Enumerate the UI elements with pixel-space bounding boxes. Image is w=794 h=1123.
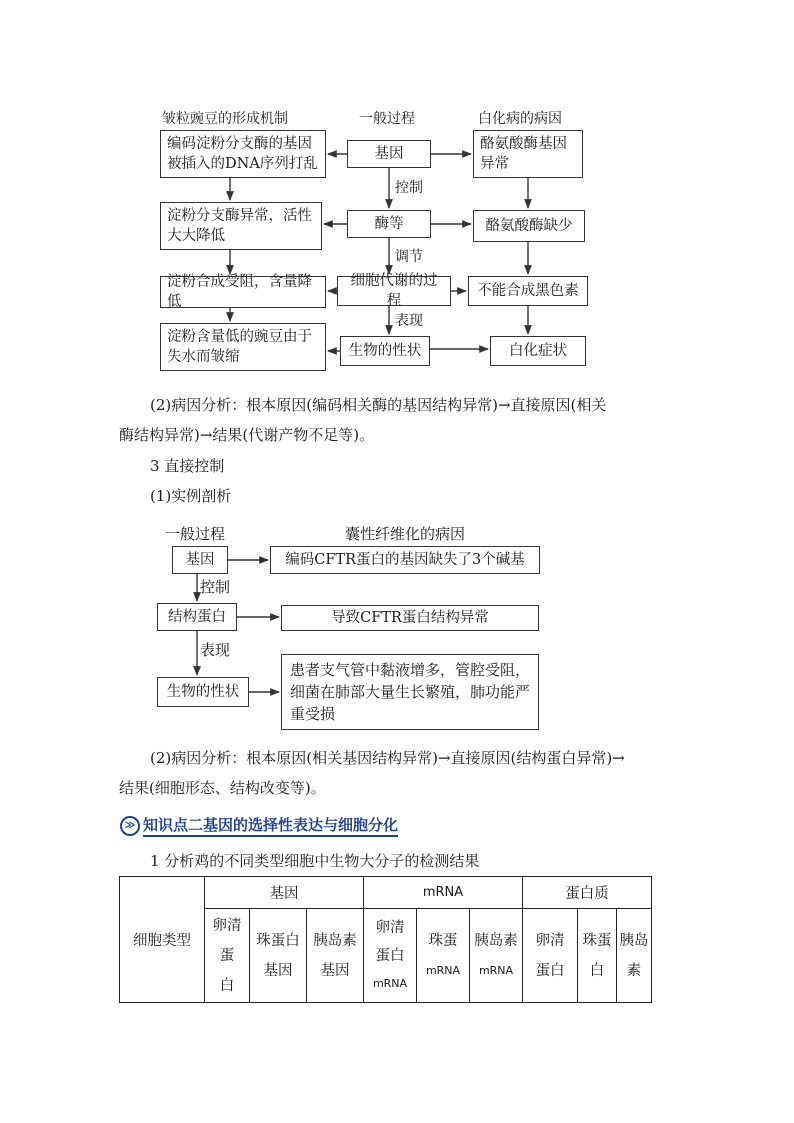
d1-mid-box-gene: 基因 — [347, 140, 431, 168]
diagram2-header-left: 一般过程 — [165, 525, 226, 543]
section3-title: 3 直接控制 — [150, 457, 225, 475]
group-header-gene: 基因 — [205, 877, 364, 909]
d2-label-control: 控制 — [200, 578, 231, 596]
d1-label-control: 控制 — [395, 180, 423, 196]
d1-right-box-3: 不能合成黑色素 — [468, 276, 588, 306]
diagram1-header-mid: 一般过程 — [359, 111, 415, 127]
gene-col-globin: 珠蛋白 基因 — [250, 909, 307, 1003]
d1-left-box-4: 淀粉含量低的豌豆由于失水而皱缩 — [160, 323, 326, 371]
d1-right-box-4: 白化症状 — [490, 336, 586, 366]
para2-line2: 结果(细胞形态、结构改变等)。 — [119, 779, 326, 797]
d1-mid-box-trait: 生物的性状 — [340, 336, 430, 366]
d2-label-express: 表现 — [200, 641, 231, 659]
mrna-col-ovalbumin: 卵清 蛋白 mRNA — [364, 909, 417, 1003]
d1-mid-box-enzyme: 酶等 — [347, 210, 431, 238]
d1-right-box-2: 酪氨酸酶缺少 — [473, 210, 585, 242]
d1-mid-box-metabolism: 细胞代谢的过程 — [337, 276, 451, 306]
table-caption: 1 分析鸡的不同类型细胞中生物大分子的检测结果 — [150, 852, 480, 870]
d1-label-regulate: 调节 — [395, 249, 423, 265]
heading-text: 知识点二基因的选择性表达与细胞分化 — [143, 816, 398, 837]
detection-results-table — [119, 876, 652, 1003]
mrna-col-insulin: 胰岛素 mRNA — [470, 909, 523, 1003]
row-header-cell-type: 细胞类型 — [120, 877, 205, 1003]
d1-right-box-1: 酪氨酸酶基因异常 — [473, 130, 583, 178]
protein-col-ovalbumin: 卵清 蛋白 — [523, 909, 578, 1003]
group-header-mrna: mRNA — [364, 877, 523, 909]
diagram1-header-right: 白化病的病因 — [478, 111, 562, 127]
gene-col-insulin: 胰岛素 基因 — [307, 909, 364, 1003]
group-header-protein: 蛋白质 — [523, 877, 652, 909]
double-chevron-icon: ≫ — [120, 816, 140, 836]
para1-line1: (2)病因分析：根本原因(编码相关酶的基因结构异常)→直接原因(相关 — [150, 396, 607, 414]
gene-col-ovalbumin: 卵清 蛋 白 — [205, 909, 250, 1003]
protein-col-insulin: 胰岛 素 — [617, 909, 652, 1003]
diagram1-header-left: 皱粒豌豆的形成机制 — [162, 111, 288, 127]
d2-left-box-gene: 基因 — [172, 546, 228, 574]
d2-right-box-2: 导致CFTR蛋白结构异常 — [281, 605, 539, 631]
subsection1-title: (1)实例剖析 — [150, 487, 232, 505]
d1-label-express: 表现 — [395, 313, 423, 329]
d1-left-box-2: 淀粉分支酶异常，活性大大降低 — [160, 202, 322, 250]
d1-left-box-1: 编码淀粉分支酶的基因被插入的DNA序列打乱 — [160, 130, 326, 178]
para1-line2: 酶结构异常)→结果(代谢产物不足等)。 — [119, 426, 375, 444]
knowledge-point-heading — [120, 814, 398, 836]
d1-left-box-3: 淀粉合成受阻，含量降低 — [160, 276, 326, 308]
diagram2-header-right: 囊性纤维化的病因 — [345, 525, 466, 543]
d2-left-box-trait: 生物的性状 — [157, 677, 249, 707]
para2-line1: (2)病因分析：根本原因(相关基因结构异常)→直接原因(结构蛋白异常)→ — [150, 749, 625, 767]
d2-left-box-protein: 结构蛋白 — [157, 603, 237, 631]
d2-right-box-3: 患者支气管中黏液增多，管腔受阻，细菌在肺部大量生长繁殖，肺功能严重受损 — [281, 654, 539, 730]
mrna-col-globin: 珠蛋 mRNA — [417, 909, 470, 1003]
d2-right-box-1: 编码CFTR蛋白的基因缺失了3个碱基 — [270, 546, 540, 574]
protein-col-globin: 珠蛋 白 — [578, 909, 617, 1003]
